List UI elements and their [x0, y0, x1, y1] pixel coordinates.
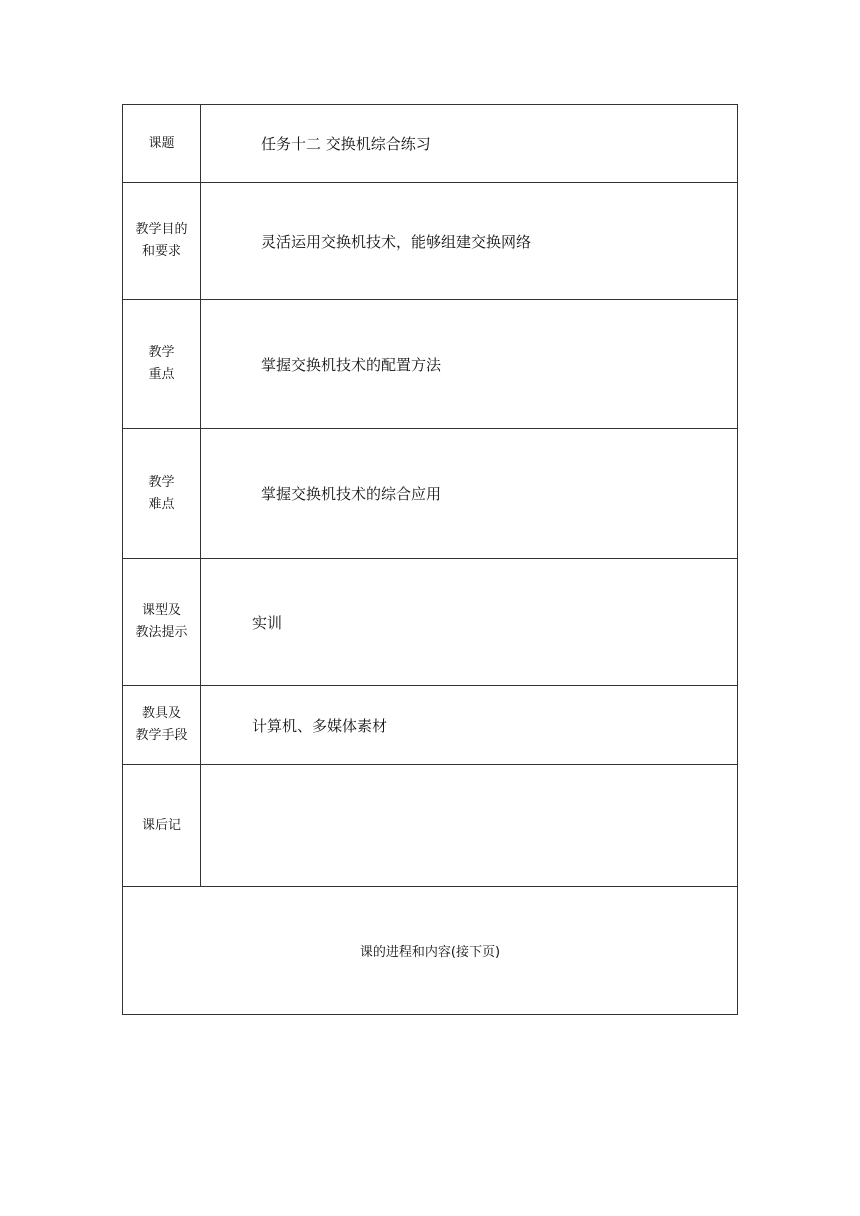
content-post-notes	[201, 765, 738, 887]
content-teaching-aids: 计算机、多媒体素材	[201, 686, 738, 765]
content-topic: 任务十二 交换机综合练习	[201, 105, 738, 183]
label-key-points: 教学 重点	[123, 300, 201, 429]
content-key-points: 掌握交换机技术的配置方法	[201, 300, 738, 429]
row-key-points	[123, 300, 738, 429]
label-lesson-type: 课型及 教法提示	[123, 559, 201, 686]
row-footer	[123, 887, 738, 1015]
label-topic: 课题	[123, 105, 201, 183]
row-topic	[123, 105, 738, 183]
footer-note: 课的进程和内容(接下页)	[123, 887, 738, 1015]
label-post-notes: 课后记	[123, 765, 201, 887]
lesson-plan-table	[122, 104, 738, 1015]
label-teaching-aids: 教具及 教学手段	[123, 686, 201, 765]
row-teaching-aids	[123, 686, 738, 765]
content-lesson-type: 实训	[201, 559, 738, 686]
content-difficulties: 掌握交换机技术的综合应用	[201, 429, 738, 559]
content-objectives: 灵活运用交换机技术，能够组建交换网络	[201, 183, 738, 300]
row-post-notes	[123, 765, 738, 887]
row-objectives	[123, 183, 738, 300]
label-objectives: 教学目的 和要求	[123, 183, 201, 300]
row-lesson-type	[123, 559, 738, 686]
label-difficulties: 教学 难点	[123, 429, 201, 559]
row-difficulties	[123, 429, 738, 559]
